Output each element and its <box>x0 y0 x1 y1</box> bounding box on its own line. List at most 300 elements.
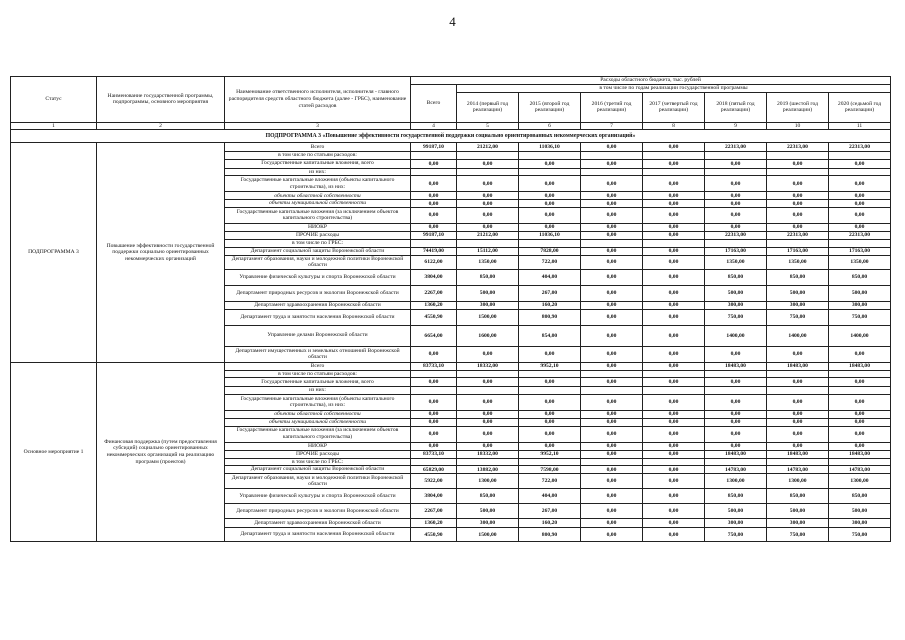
value-cell: 4550,90 <box>411 309 457 325</box>
header-col-number: 7 <box>581 122 643 130</box>
header-col-number: 2 <box>97 122 225 130</box>
value-cell: 0,00 <box>643 159 705 168</box>
table-row <box>11 362 891 370</box>
value-cell: 0,00 <box>643 200 705 208</box>
value-cell: 0,00 <box>519 200 581 208</box>
value-cell: 850,00 <box>457 489 519 504</box>
value-cell: 4550,90 <box>411 528 457 542</box>
value-cell: 0,00 <box>581 450 643 458</box>
value-cell: 267,00 <box>519 285 581 301</box>
value-cell: 1360,20 <box>411 301 457 309</box>
value-cell <box>829 168 891 176</box>
value-cell: 0,00 <box>581 231 643 239</box>
value-cell: 0,00 <box>411 442 457 450</box>
header-col-number: 4 <box>411 122 457 130</box>
value-cell <box>581 370 643 378</box>
value-cell: 0,00 <box>519 410 581 418</box>
value-cell: 9952,10 <box>519 450 581 458</box>
value-cell: 9952,10 <box>519 362 581 370</box>
value-cell: 500,00 <box>767 285 829 301</box>
value-cell: 22313,00 <box>829 143 891 152</box>
value-cell: 0,00 <box>643 362 705 370</box>
value-cell: 0,00 <box>457 346 519 362</box>
value-cell: 267,00 <box>519 504 581 519</box>
value-cell: 0,00 <box>643 519 705 528</box>
value-cell: 500,00 <box>705 504 767 519</box>
value-cell: 0,00 <box>705 200 767 208</box>
row-label: Департамент здравоохранения Воронежской области <box>225 519 411 528</box>
value-cell <box>411 152 457 160</box>
value-cell: 99187,10 <box>411 231 457 239</box>
value-cell: 0,00 <box>581 176 643 192</box>
header-col-number: 1 <box>11 122 97 130</box>
page-number: 4 <box>449 14 456 29</box>
value-cell <box>411 387 457 395</box>
value-cell: 0,00 <box>767 378 829 387</box>
row-label: в том числе по статьям расходов: <box>225 152 411 160</box>
value-cell: 18483,00 <box>829 362 891 370</box>
value-cell: 0,00 <box>519 346 581 362</box>
value-cell: 850,00 <box>829 269 891 285</box>
row-label: Государственные капитальные вложения (объекты капитального строительства), из них: <box>225 394 411 410</box>
row-label: Государственные капитальные вложения, всего <box>225 159 411 168</box>
value-cell: 0,00 <box>457 223 519 231</box>
value-cell: 0,00 <box>643 231 705 239</box>
row-label: Департамент природных ресурсов и экологии Воронежской области <box>225 285 411 301</box>
value-cell: 404,00 <box>519 489 581 504</box>
value-cell: 0,00 <box>581 489 643 504</box>
value-cell: 0,00 <box>411 426 457 442</box>
value-cell: 0,00 <box>581 143 643 152</box>
value-cell: 404,00 <box>519 269 581 285</box>
value-cell: 750,00 <box>705 528 767 542</box>
row-label: ПРОЧИЕ расходы <box>225 450 411 458</box>
value-cell: 300,00 <box>705 519 767 528</box>
row-label: объекты муниципальной собственности <box>225 418 411 426</box>
value-cell: 300,00 <box>767 301 829 309</box>
value-cell: 0,00 <box>829 394 891 410</box>
value-cell: 160,20 <box>519 519 581 528</box>
value-cell: 0,00 <box>457 378 519 387</box>
value-cell <box>581 168 643 176</box>
value-cell: 0,00 <box>643 192 705 200</box>
value-cell: 0,00 <box>643 176 705 192</box>
value-cell: 1350,00 <box>829 255 891 269</box>
value-cell: 0,00 <box>581 474 643 489</box>
value-cell <box>519 458 581 466</box>
value-cell <box>457 168 519 176</box>
budget-table-wrapper <box>10 76 890 542</box>
value-cell: 0,00 <box>829 378 891 387</box>
value-cell: 0,00 <box>643 325 705 346</box>
value-cell: 0,00 <box>705 159 767 168</box>
value-cell: 0,00 <box>581 442 643 450</box>
value-cell: 850,00 <box>705 269 767 285</box>
value-cell: 18483,00 <box>767 450 829 458</box>
value-cell: 722,00 <box>519 474 581 489</box>
value-cell <box>457 152 519 160</box>
value-cell: 22313,00 <box>767 231 829 239</box>
value-cell: 0,00 <box>643 489 705 504</box>
value-cell: 500,00 <box>457 285 519 301</box>
value-cell: 0,00 <box>581 325 643 346</box>
value-cell: 21212,00 <box>457 231 519 239</box>
header-status: Статус <box>11 77 97 123</box>
value-cell <box>581 239 643 247</box>
value-cell: 0,00 <box>643 378 705 387</box>
row-label: объекты областной собственности <box>225 410 411 418</box>
value-cell: 0,00 <box>457 207 519 223</box>
value-cell: 0,00 <box>767 207 829 223</box>
value-cell <box>705 387 767 395</box>
value-cell: 300,00 <box>457 519 519 528</box>
value-cell <box>705 458 767 466</box>
value-cell: 18332,00 <box>457 362 519 370</box>
header-col-number: 9 <box>705 122 767 130</box>
value-cell <box>829 239 891 247</box>
value-cell: 1350,00 <box>705 255 767 269</box>
value-cell: 0,00 <box>411 159 457 168</box>
value-cell <box>767 370 829 378</box>
value-cell <box>457 458 519 466</box>
value-cell <box>643 239 705 247</box>
value-cell <box>705 152 767 160</box>
value-cell: 0,00 <box>581 504 643 519</box>
row-label: из них: <box>225 387 411 395</box>
value-cell: 0,00 <box>411 200 457 208</box>
value-cell: 0,00 <box>767 410 829 418</box>
header-year: 2020 (седьмой год реализации) <box>829 92 891 122</box>
header-col-number: 8 <box>643 122 705 130</box>
value-cell: 74419,00 <box>411 247 457 255</box>
value-cell: 15112,00 <box>457 247 519 255</box>
value-cell: 0,00 <box>457 394 519 410</box>
value-cell: 0,00 <box>643 301 705 309</box>
value-cell <box>519 239 581 247</box>
value-cell: 1300,00 <box>767 474 829 489</box>
value-cell: 0,00 <box>581 285 643 301</box>
value-cell: 0,00 <box>829 200 891 208</box>
value-cell: 0,00 <box>643 285 705 301</box>
value-cell: 0,00 <box>581 466 643 474</box>
value-cell: 1350,00 <box>767 255 829 269</box>
row-label: Департамент социальной защиты Воронежской области <box>225 466 411 474</box>
value-cell: 300,00 <box>705 301 767 309</box>
value-cell: 300,00 <box>457 301 519 309</box>
value-cell: 750,00 <box>705 309 767 325</box>
value-cell: 0,00 <box>705 346 767 362</box>
value-cell: 0,00 <box>829 426 891 442</box>
value-cell: 0,00 <box>581 410 643 418</box>
value-cell: 0,00 <box>829 442 891 450</box>
row-label: ПРОЧИЕ расходы <box>225 231 411 239</box>
value-cell: 0,00 <box>643 450 705 458</box>
value-cell: 0,00 <box>643 474 705 489</box>
value-cell <box>581 387 643 395</box>
value-cell: 0,00 <box>581 255 643 269</box>
header-year: 2015 (второй год реализации) <box>519 92 581 122</box>
value-cell: 1300,00 <box>829 474 891 489</box>
value-cell <box>705 239 767 247</box>
row-label: из них: <box>225 168 411 176</box>
value-cell: 0,00 <box>829 346 891 362</box>
value-cell <box>767 168 829 176</box>
value-cell: 0,00 <box>411 207 457 223</box>
value-cell: 0,00 <box>705 442 767 450</box>
value-cell: 0,00 <box>581 200 643 208</box>
value-cell: 850,00 <box>705 489 767 504</box>
value-cell: 0,00 <box>457 442 519 450</box>
value-cell: 22313,00 <box>829 231 891 239</box>
value-cell: 6122,00 <box>411 255 457 269</box>
subprogram-title: ПОДПРОГРАММА 3 «Повышение эффективности государственной поддержки социально ориентированных некоммерческих организаций» <box>11 130 891 143</box>
value-cell: 0,00 <box>643 426 705 442</box>
value-cell: 0,00 <box>519 378 581 387</box>
value-cell: 0,00 <box>705 410 767 418</box>
value-cell <box>519 152 581 160</box>
value-cell: 1500,00 <box>457 309 519 325</box>
header-col-number: 6 <box>519 122 581 130</box>
value-cell: 722,00 <box>519 255 581 269</box>
value-cell: 0,00 <box>411 378 457 387</box>
value-cell: 0,00 <box>643 247 705 255</box>
value-cell: 0,00 <box>829 418 891 426</box>
value-cell: 750,00 <box>829 309 891 325</box>
row-label: в том числе по ГРБС: <box>225 458 411 466</box>
header-year: 2016 (третий год реализации) <box>581 92 643 122</box>
row-label: Государственные капитальные вложения, всего <box>225 378 411 387</box>
header-year: 2017 (четвертый год реализации) <box>643 92 705 122</box>
value-cell: 6654,00 <box>411 325 457 346</box>
value-cell: 3804,00 <box>411 489 457 504</box>
value-cell: 0,00 <box>643 394 705 410</box>
value-cell: 17163,00 <box>829 247 891 255</box>
value-cell: 1300,00 <box>457 474 519 489</box>
value-cell <box>643 370 705 378</box>
header-year: 2014 (первый год реализации) <box>457 92 519 122</box>
value-cell <box>457 239 519 247</box>
value-cell: 0,00 <box>643 504 705 519</box>
value-cell: 0,00 <box>643 528 705 542</box>
header-including: в том числе по годам реализации государственной программы <box>457 85 891 93</box>
value-cell <box>457 387 519 395</box>
value-cell: 1360,20 <box>411 519 457 528</box>
row-status: Основное мероприятие 1 <box>11 362 97 541</box>
header-year: 2019 (шестой год реализации) <box>767 92 829 122</box>
value-cell: 0,00 <box>643 418 705 426</box>
value-cell: 0,00 <box>643 410 705 418</box>
value-cell: 14783,00 <box>767 466 829 474</box>
value-cell: 0,00 <box>705 176 767 192</box>
value-cell: 0,00 <box>519 426 581 442</box>
value-cell: 7828,00 <box>519 247 581 255</box>
value-cell: 850,00 <box>829 489 891 504</box>
value-cell <box>767 387 829 395</box>
value-cell: 21212,00 <box>457 143 519 152</box>
row-label: Управление делами Воронежской области <box>225 325 411 346</box>
value-cell: 750,00 <box>767 309 829 325</box>
value-cell: 0,00 <box>767 159 829 168</box>
value-cell: 18483,00 <box>829 450 891 458</box>
value-cell <box>767 152 829 160</box>
value-cell: 0,00 <box>829 223 891 231</box>
row-label: Департамент образования, науки и молодежной политики Воронежской области <box>225 255 411 269</box>
row-label: Всего <box>225 143 411 152</box>
row-label: Департамент социальной защиты Воронежской области <box>225 247 411 255</box>
value-cell <box>411 239 457 247</box>
header-year: 2018 (пятый год реализации) <box>705 92 767 122</box>
value-cell: 14783,00 <box>829 466 891 474</box>
value-cell: 0,00 <box>519 223 581 231</box>
value-cell: 0,00 <box>519 207 581 223</box>
value-cell: 0,00 <box>411 223 457 231</box>
row-label: в том числе по статьям расходов: <box>225 370 411 378</box>
value-cell: 0,00 <box>643 466 705 474</box>
value-cell: 0,00 <box>581 362 643 370</box>
value-cell: 11036,10 <box>519 231 581 239</box>
value-cell: 850,00 <box>457 269 519 285</box>
value-cell: 0,00 <box>705 418 767 426</box>
value-cell: 0,00 <box>581 247 643 255</box>
header-executor: Наименование ответственного исполнителя, исполнителя - главного распорядителя средств областного бюджета (далее - ГРБС), наименование статей расходов <box>225 77 411 123</box>
value-cell: 83733,10 <box>411 362 457 370</box>
value-cell: 3804,00 <box>411 269 457 285</box>
row-label: объекты муниципальной собственности <box>225 200 411 208</box>
value-cell: 850,00 <box>767 269 829 285</box>
row-label: Управление физической культуры и спорта Воронежской области <box>225 489 411 504</box>
value-cell <box>643 387 705 395</box>
value-cell: 0,00 <box>519 442 581 450</box>
value-cell: 854,00 <box>519 325 581 346</box>
value-cell: 5922,00 <box>411 474 457 489</box>
value-cell <box>519 168 581 176</box>
value-cell: 0,00 <box>829 192 891 200</box>
value-cell: 0,00 <box>767 223 829 231</box>
value-cell: 65829,00 <box>411 466 457 474</box>
value-cell <box>519 387 581 395</box>
row-label: Департамент здравоохранения Воронежской области <box>225 301 411 309</box>
value-cell: 0,00 <box>411 418 457 426</box>
value-cell <box>829 458 891 466</box>
value-cell: 0,00 <box>705 378 767 387</box>
value-cell: 0,00 <box>581 346 643 362</box>
value-cell: 14783,00 <box>705 466 767 474</box>
value-cell: 0,00 <box>767 346 829 362</box>
value-cell: 1400,00 <box>767 325 829 346</box>
value-cell: 0,00 <box>457 426 519 442</box>
value-cell: 750,00 <box>767 528 829 542</box>
value-cell <box>767 239 829 247</box>
header-col-number: 5 <box>457 122 519 130</box>
header-col-number: 3 <box>225 122 411 130</box>
value-cell: 500,00 <box>829 285 891 301</box>
value-cell: 750,00 <box>829 528 891 542</box>
row-label: Департамент образования, науки и молодежной политики Воронежской области <box>225 474 411 489</box>
row-label: Департамент труда и занятости населения Воронежской области <box>225 309 411 325</box>
value-cell: 0,00 <box>829 410 891 418</box>
value-cell: 13882,00 <box>457 466 519 474</box>
value-cell <box>829 387 891 395</box>
value-cell: 0,00 <box>519 192 581 200</box>
value-cell: 0,00 <box>767 192 829 200</box>
value-cell: 0,00 <box>581 378 643 387</box>
value-cell: 0,00 <box>411 394 457 410</box>
value-cell: 0,00 <box>643 269 705 285</box>
value-cell: 0,00 <box>581 207 643 223</box>
row-label: Государственные капитальные вложения (объекты капитального строительства), из них: <box>225 176 411 192</box>
value-cell: 17163,00 <box>705 247 767 255</box>
value-cell: 0,00 <box>705 394 767 410</box>
budget-table <box>10 76 891 542</box>
row-label: Государственные капитальные вложения (за исключением объектов капитального строительства) <box>225 207 411 223</box>
value-cell: 0,00 <box>643 346 705 362</box>
row-label: Всего <box>225 362 411 370</box>
value-cell: 18483,00 <box>767 362 829 370</box>
row-label: объекты областной собственности <box>225 192 411 200</box>
value-cell: 300,00 <box>829 519 891 528</box>
value-cell: 0,00 <box>457 192 519 200</box>
value-cell: 0,00 <box>767 426 829 442</box>
value-cell: 0,00 <box>581 159 643 168</box>
value-cell: 1600,00 <box>457 325 519 346</box>
value-cell <box>643 152 705 160</box>
value-cell <box>829 370 891 378</box>
value-cell: 0,00 <box>457 200 519 208</box>
value-cell: 0,00 <box>519 176 581 192</box>
table-row <box>11 143 891 152</box>
value-cell: 22313,00 <box>705 231 767 239</box>
value-cell: 500,00 <box>829 504 891 519</box>
value-cell <box>829 152 891 160</box>
value-cell: 1500,00 <box>457 528 519 542</box>
value-cell: 0,00 <box>705 207 767 223</box>
value-cell: 1400,00 <box>829 325 891 346</box>
value-cell: 0,00 <box>643 255 705 269</box>
value-cell: 0,00 <box>767 442 829 450</box>
value-cell: 0,00 <box>519 418 581 426</box>
value-cell: 0,00 <box>643 442 705 450</box>
value-cell: 2267,00 <box>411 504 457 519</box>
value-cell: 0,00 <box>581 426 643 442</box>
row-label: Департамент имущественных и земельных отношений Воронежской области <box>225 346 411 362</box>
value-cell: 850,00 <box>767 489 829 504</box>
row-program-name: Повышение эффективности государственной поддержки социально ориентированных некоммерческих организаций <box>97 143 225 363</box>
value-cell: 800,90 <box>519 309 581 325</box>
value-cell: 0,00 <box>829 159 891 168</box>
value-cell: 0,00 <box>457 159 519 168</box>
value-cell: 2267,00 <box>411 285 457 301</box>
value-cell: 0,00 <box>767 394 829 410</box>
value-cell <box>411 370 457 378</box>
value-cell: 17163,00 <box>767 247 829 255</box>
row-status: ПОДПРОГРАММА 3 <box>11 143 97 363</box>
value-cell: 1350,00 <box>457 255 519 269</box>
value-cell <box>643 168 705 176</box>
value-cell: 0,00 <box>411 176 457 192</box>
value-cell: 0,00 <box>767 200 829 208</box>
value-cell <box>581 152 643 160</box>
row-label: в том числе по ГРБС: <box>225 239 411 247</box>
header-budget: Расходы областного бюджета, тыс. рублей <box>411 77 891 85</box>
value-cell: 0,00 <box>643 309 705 325</box>
value-cell: 1400,00 <box>705 325 767 346</box>
value-cell: 500,00 <box>767 504 829 519</box>
value-cell: 0,00 <box>581 192 643 200</box>
value-cell: 0,00 <box>705 426 767 442</box>
row-program-name: Финансовая поддержка (путем предоставления субсидий) социально ориентированных некоммерческих организаций на реализацию программ (проектов) <box>97 362 225 541</box>
value-cell: 0,00 <box>581 223 643 231</box>
header-total: Всего <box>411 85 457 123</box>
